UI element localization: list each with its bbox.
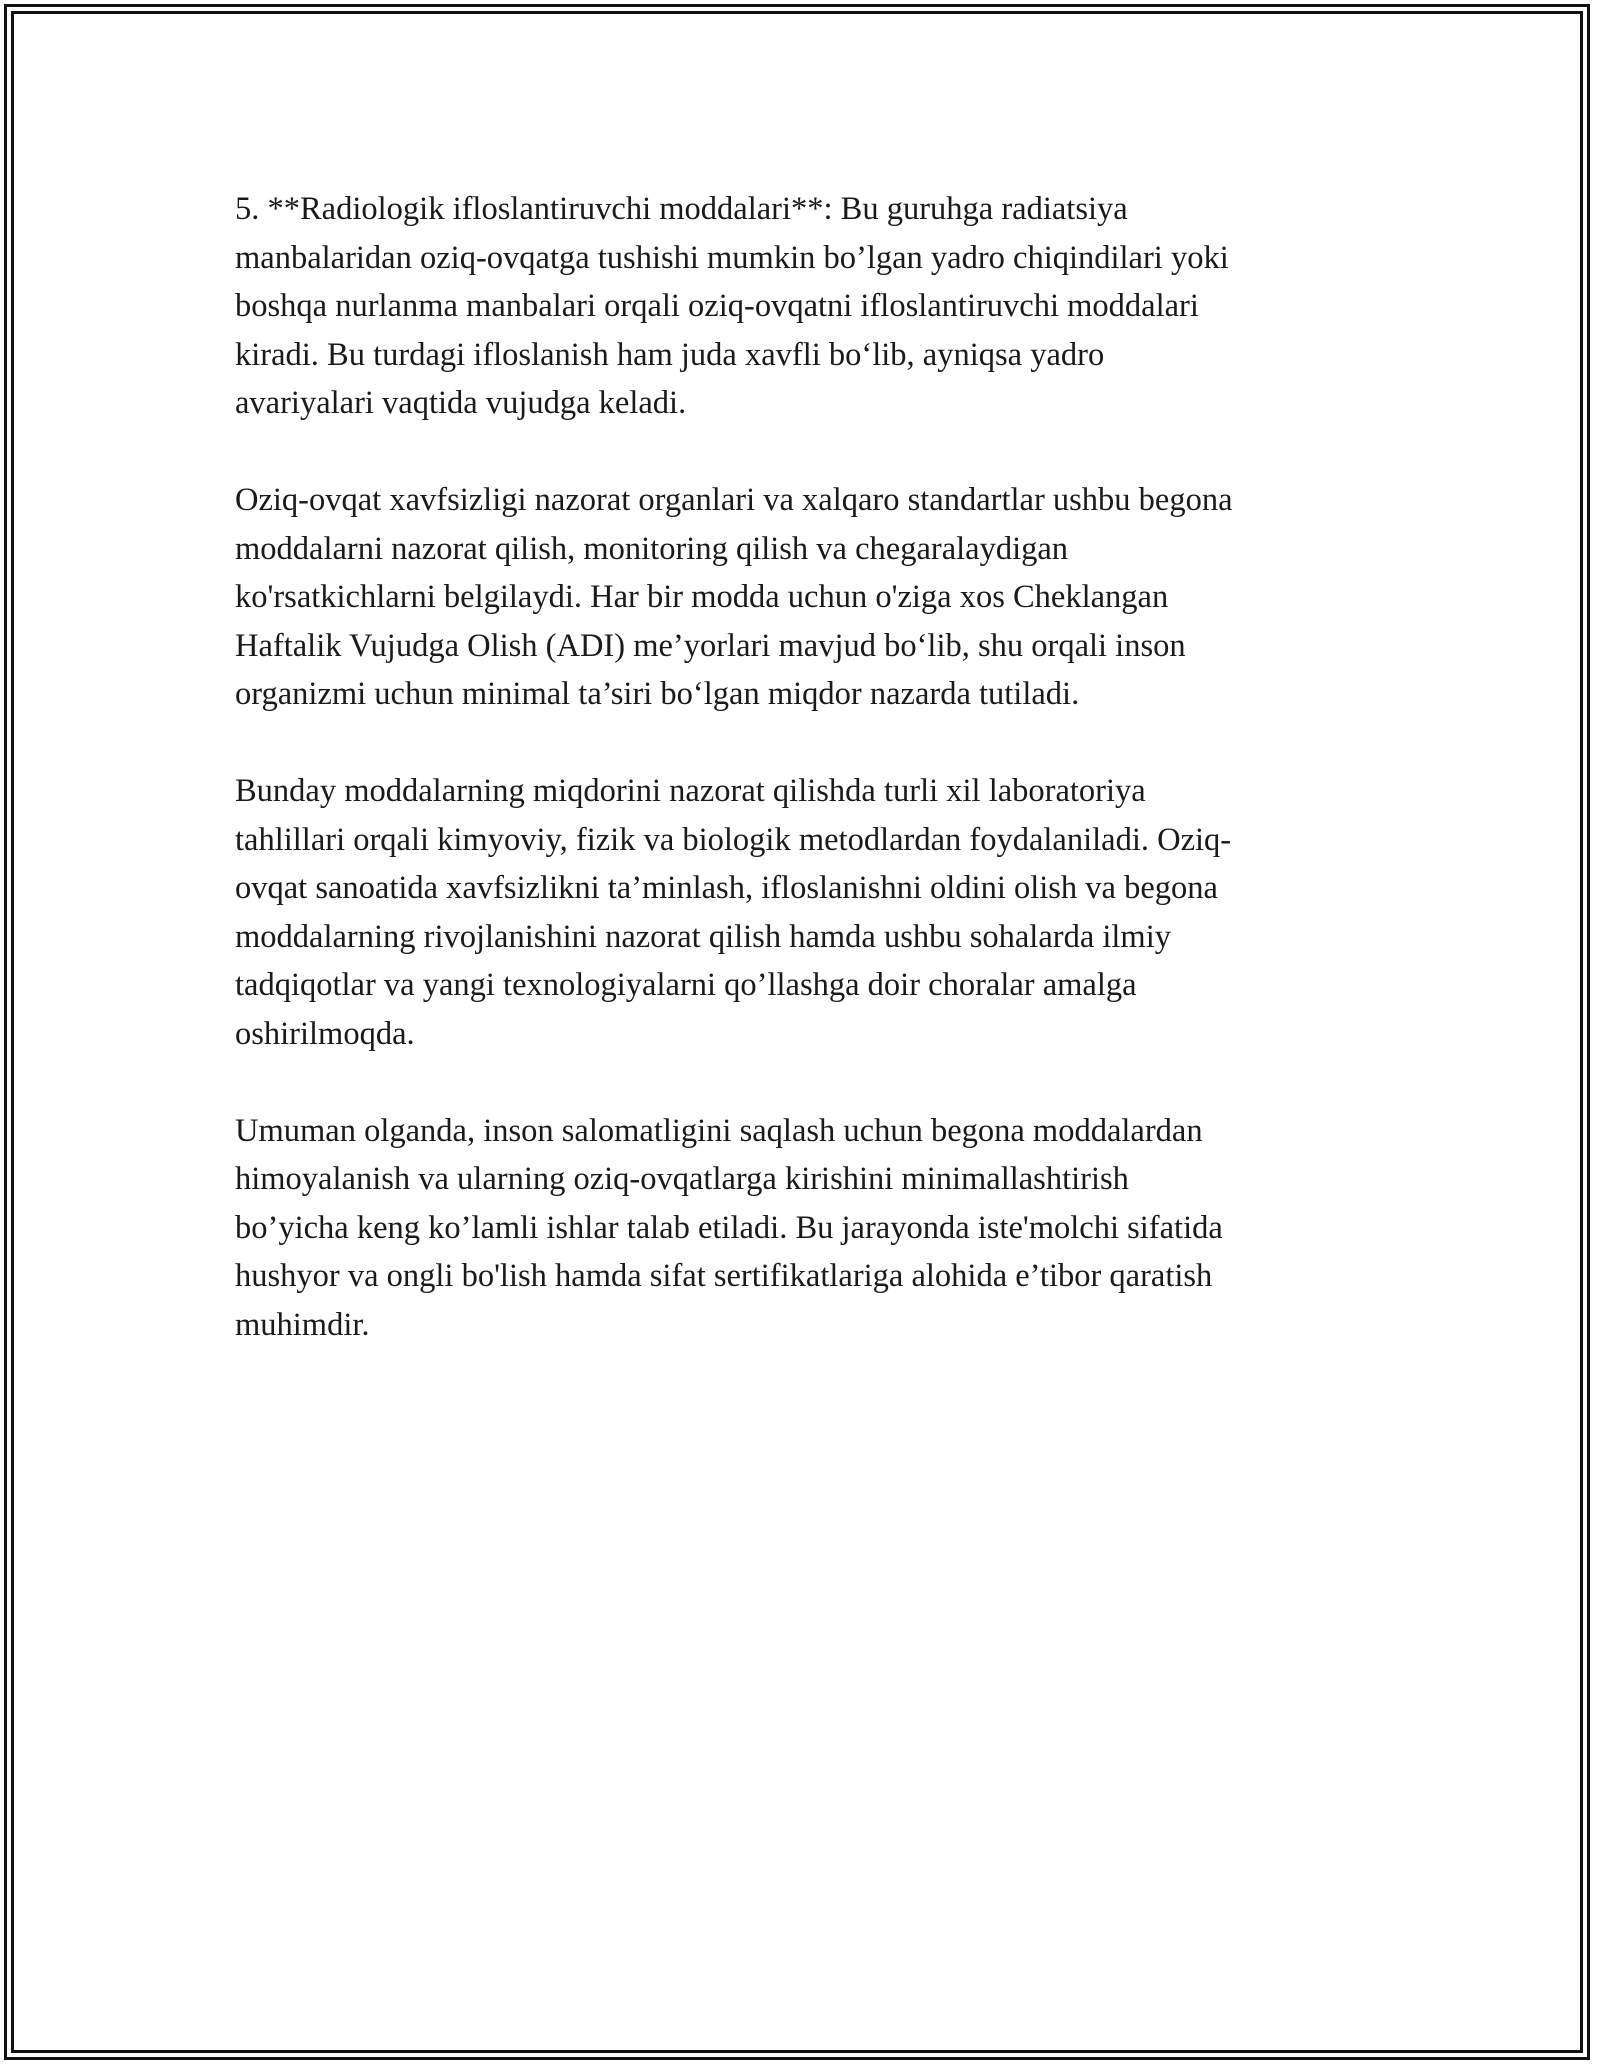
paragraph-food-safety-standards: Oziq-ovqat xavfsizligi nazorat organlari va xalqaro standartlar ushbu begona moddalarni nazorat qilish, monitoring qilish va chegaralaydigan ko'rsatkichlarni belgilaydi. Har bir modda uchun o'ziga xos Cheklangan Haftalik Vujudga Olish (ADI) me’yorlari mavjud bo‘lib, shu orqali inson organizmi uchun minimal ta’siri bo‘lgan miqdor nazarda tutiladi. (235, 482, 1233, 712)
document-body (235, 185, 1365, 1398)
paragraph-laboratory-control: Bunday moddalarning miqdorini nazorat qilishda turli xil laboratoriya tahlillari orqali kimyoviy, fizik va biologik metodlardan foydalaniladi. Oziq- ovqat sanoatida xavfsizlikni ta’minlash, ifloslanishni oldini olish va begona moddalarning rivojlanishini nazorat qilish hamda ushbu sohalarda ilmiy tadqiqotlar va yangi texnologiyalarni qo’llashga doir choralar amalga oshirilmoqda. (235, 773, 1232, 1052)
paragraph-radiological-contaminants: 5. **Radiologik ifloslantiruvchi moddalari**: Bu guruhga radiatsiya manbalaridan oziq-ovqatga tushishi mumkin bo’lgan yadro chiqindilari yoki boshqa nurlanma manbalari orqali oziq-ovqatni ifloslantiruvchi moddalari kiradi. Bu turdagi ifloslanish ham juda xavfli bo‘lib, ayniqsa yadro avariyalari vaqtida vujudga keladi. (235, 191, 1229, 421)
paragraph-conclusion: Umuman olganda, inson salomatligini saqlash uchun begona moddalardan himoyalanish va ularning oziq-ovqatlarga kirishini minimallashtirish bo’yicha keng ko’lamli ishlar talab etiladi. Bu jarayonda iste'molchi sifatida hushyor va ongli bo'lish hamda sifat sertifikatlariga alohida e’tibor qaratish muhimdir. (235, 1112, 1223, 1343)
